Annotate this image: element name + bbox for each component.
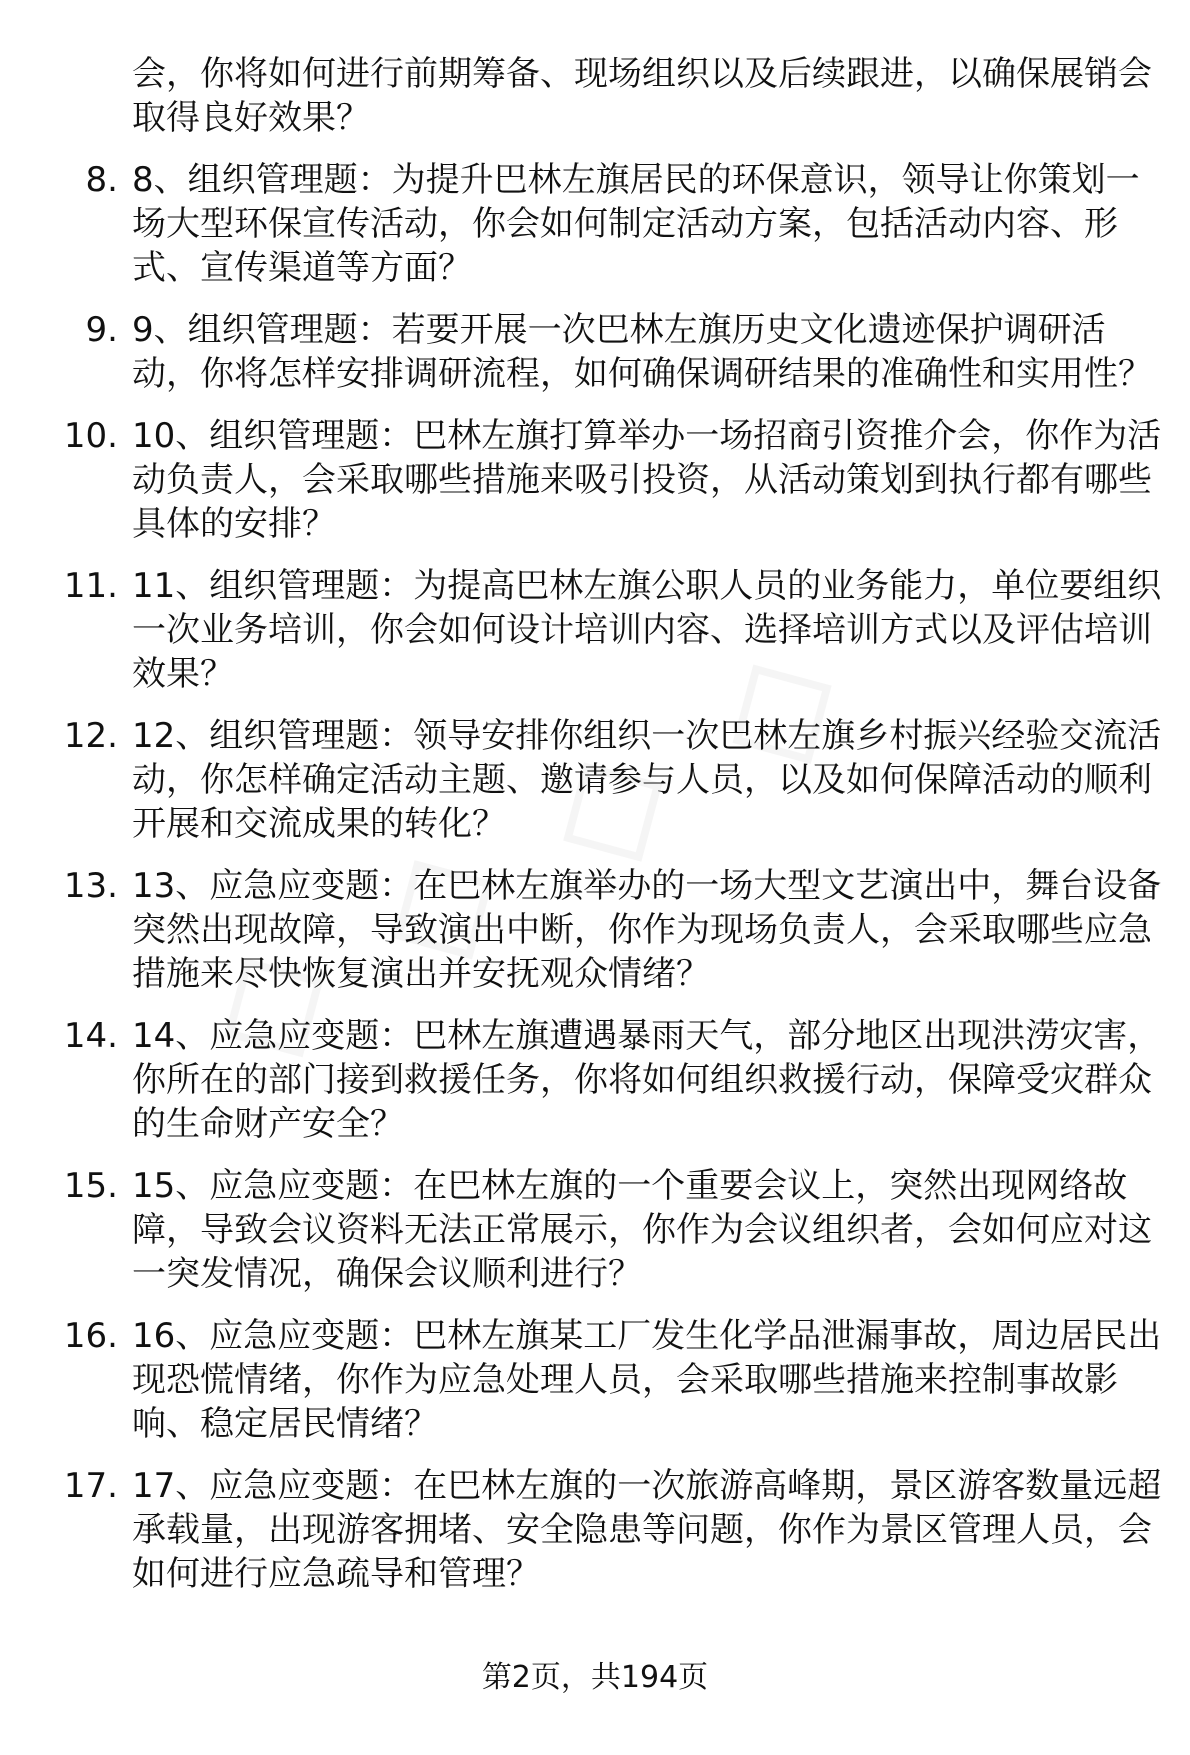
list-item — [63, 714, 1172, 846]
item-number: 11. — [63, 566, 118, 606]
page-footer: 第2页，共194页 — [481, 1660, 709, 1695]
list-item — [85, 158, 1172, 290]
question-list — [63, 52, 1172, 1596]
list-item — [63, 564, 1172, 696]
item-text: 8、组织管理题：为提升巴林左旗居民的环保意识，领导让你策划一场大型环保宣传活动，你会如何制定活动方案，包括活动内容、形式、宣传渠道等方面？ — [132, 160, 1140, 288]
item-text: 11、组织管理题：为提高巴林左旗公职人员的业务能力，单位要组织一次业务培训，你会如何设计培训内容、选择培训方式以及评估培训效果？ — [132, 566, 1162, 694]
item-number: 10. — [63, 416, 118, 456]
list-item — [63, 1164, 1172, 1296]
item-text: 10、组织管理题：巴林左旗打算举办一场招商引资推介会，你作为活动负责人，会采取哪些措施来吸引投资，从活动策划到执行都有哪些具体的安排？ — [132, 416, 1162, 544]
item-text: 15、应急应变题：在巴林左旗的一个重要会议上，突然出现网络故障，导致会议资料无法正常展示，你作为会议组织者，会如何应对这一突发情况，确保会议顺利进行？ — [132, 1166, 1152, 1294]
item-number: 13. — [63, 866, 118, 906]
list-item — [63, 1014, 1172, 1146]
item-text: 12、组织管理题：领导安排你组织一次巴林左旗乡村振兴经验交流活动，你怎样确定活动主题、邀请参与人员，以及如何保障活动的顺利开展和交流成果的转化？ — [132, 716, 1162, 844]
list-item — [63, 1314, 1172, 1446]
item-text: 9、组织管理题：若要开展一次巴林左旗历史文化遗迹保护调研活动，你将怎样安排调研流程，如何确保调研结果的准确性和实用性？ — [132, 310, 1152, 394]
item-number: 17. — [63, 1466, 118, 1506]
item-number: 14. — [63, 1016, 118, 1056]
item-number: 8. — [85, 160, 118, 200]
list-item — [63, 864, 1172, 996]
item-text: 13、应急应变题：在巴林左旗举办的一场大型文艺演出中，舞台设备突然出现故障，导致演出中断，你作为现场负责人，会采取哪些应急措施来尽快恢复演出并安抚观众情绪？ — [132, 866, 1162, 994]
item-text: 17、应急应变题：在巴林左旗的一次旅游高峰期，景区游客数量远超承载量，出现游客拥堵、安全隐患等问题，你作为景区管理人员，会如何进行应急疏导和管理？ — [132, 1466, 1162, 1594]
item-number: 9. — [85, 310, 118, 350]
item-text: 16、应急应变题：巴林左旗某工厂发生化学品泄漏事故，周边居民出现恐慌情绪，你作为应急处理人员，会采取哪些措施来控制事故影响、稳定居民情绪？ — [132, 1316, 1162, 1444]
item-text: 14、应急应变题：巴林左旗遭遇暴雨天气，部分地区出现洪涝灾害，你所在的部门接到救援任务，你将如何组织救援行动，保障受灾群众的生命财产安全？ — [132, 1016, 1162, 1144]
list-item — [63, 414, 1172, 546]
item-number: 15. — [63, 1166, 118, 1206]
item-number: 16. — [63, 1316, 118, 1356]
intro-paragraph: 会，你将如何进行前期筹备、现场组织以及后续跟进，以确保展销会取得良好效果？ — [132, 54, 1152, 138]
list-item — [85, 308, 1172, 396]
item-number: 12. — [63, 716, 118, 756]
list-item — [63, 1464, 1172, 1596]
